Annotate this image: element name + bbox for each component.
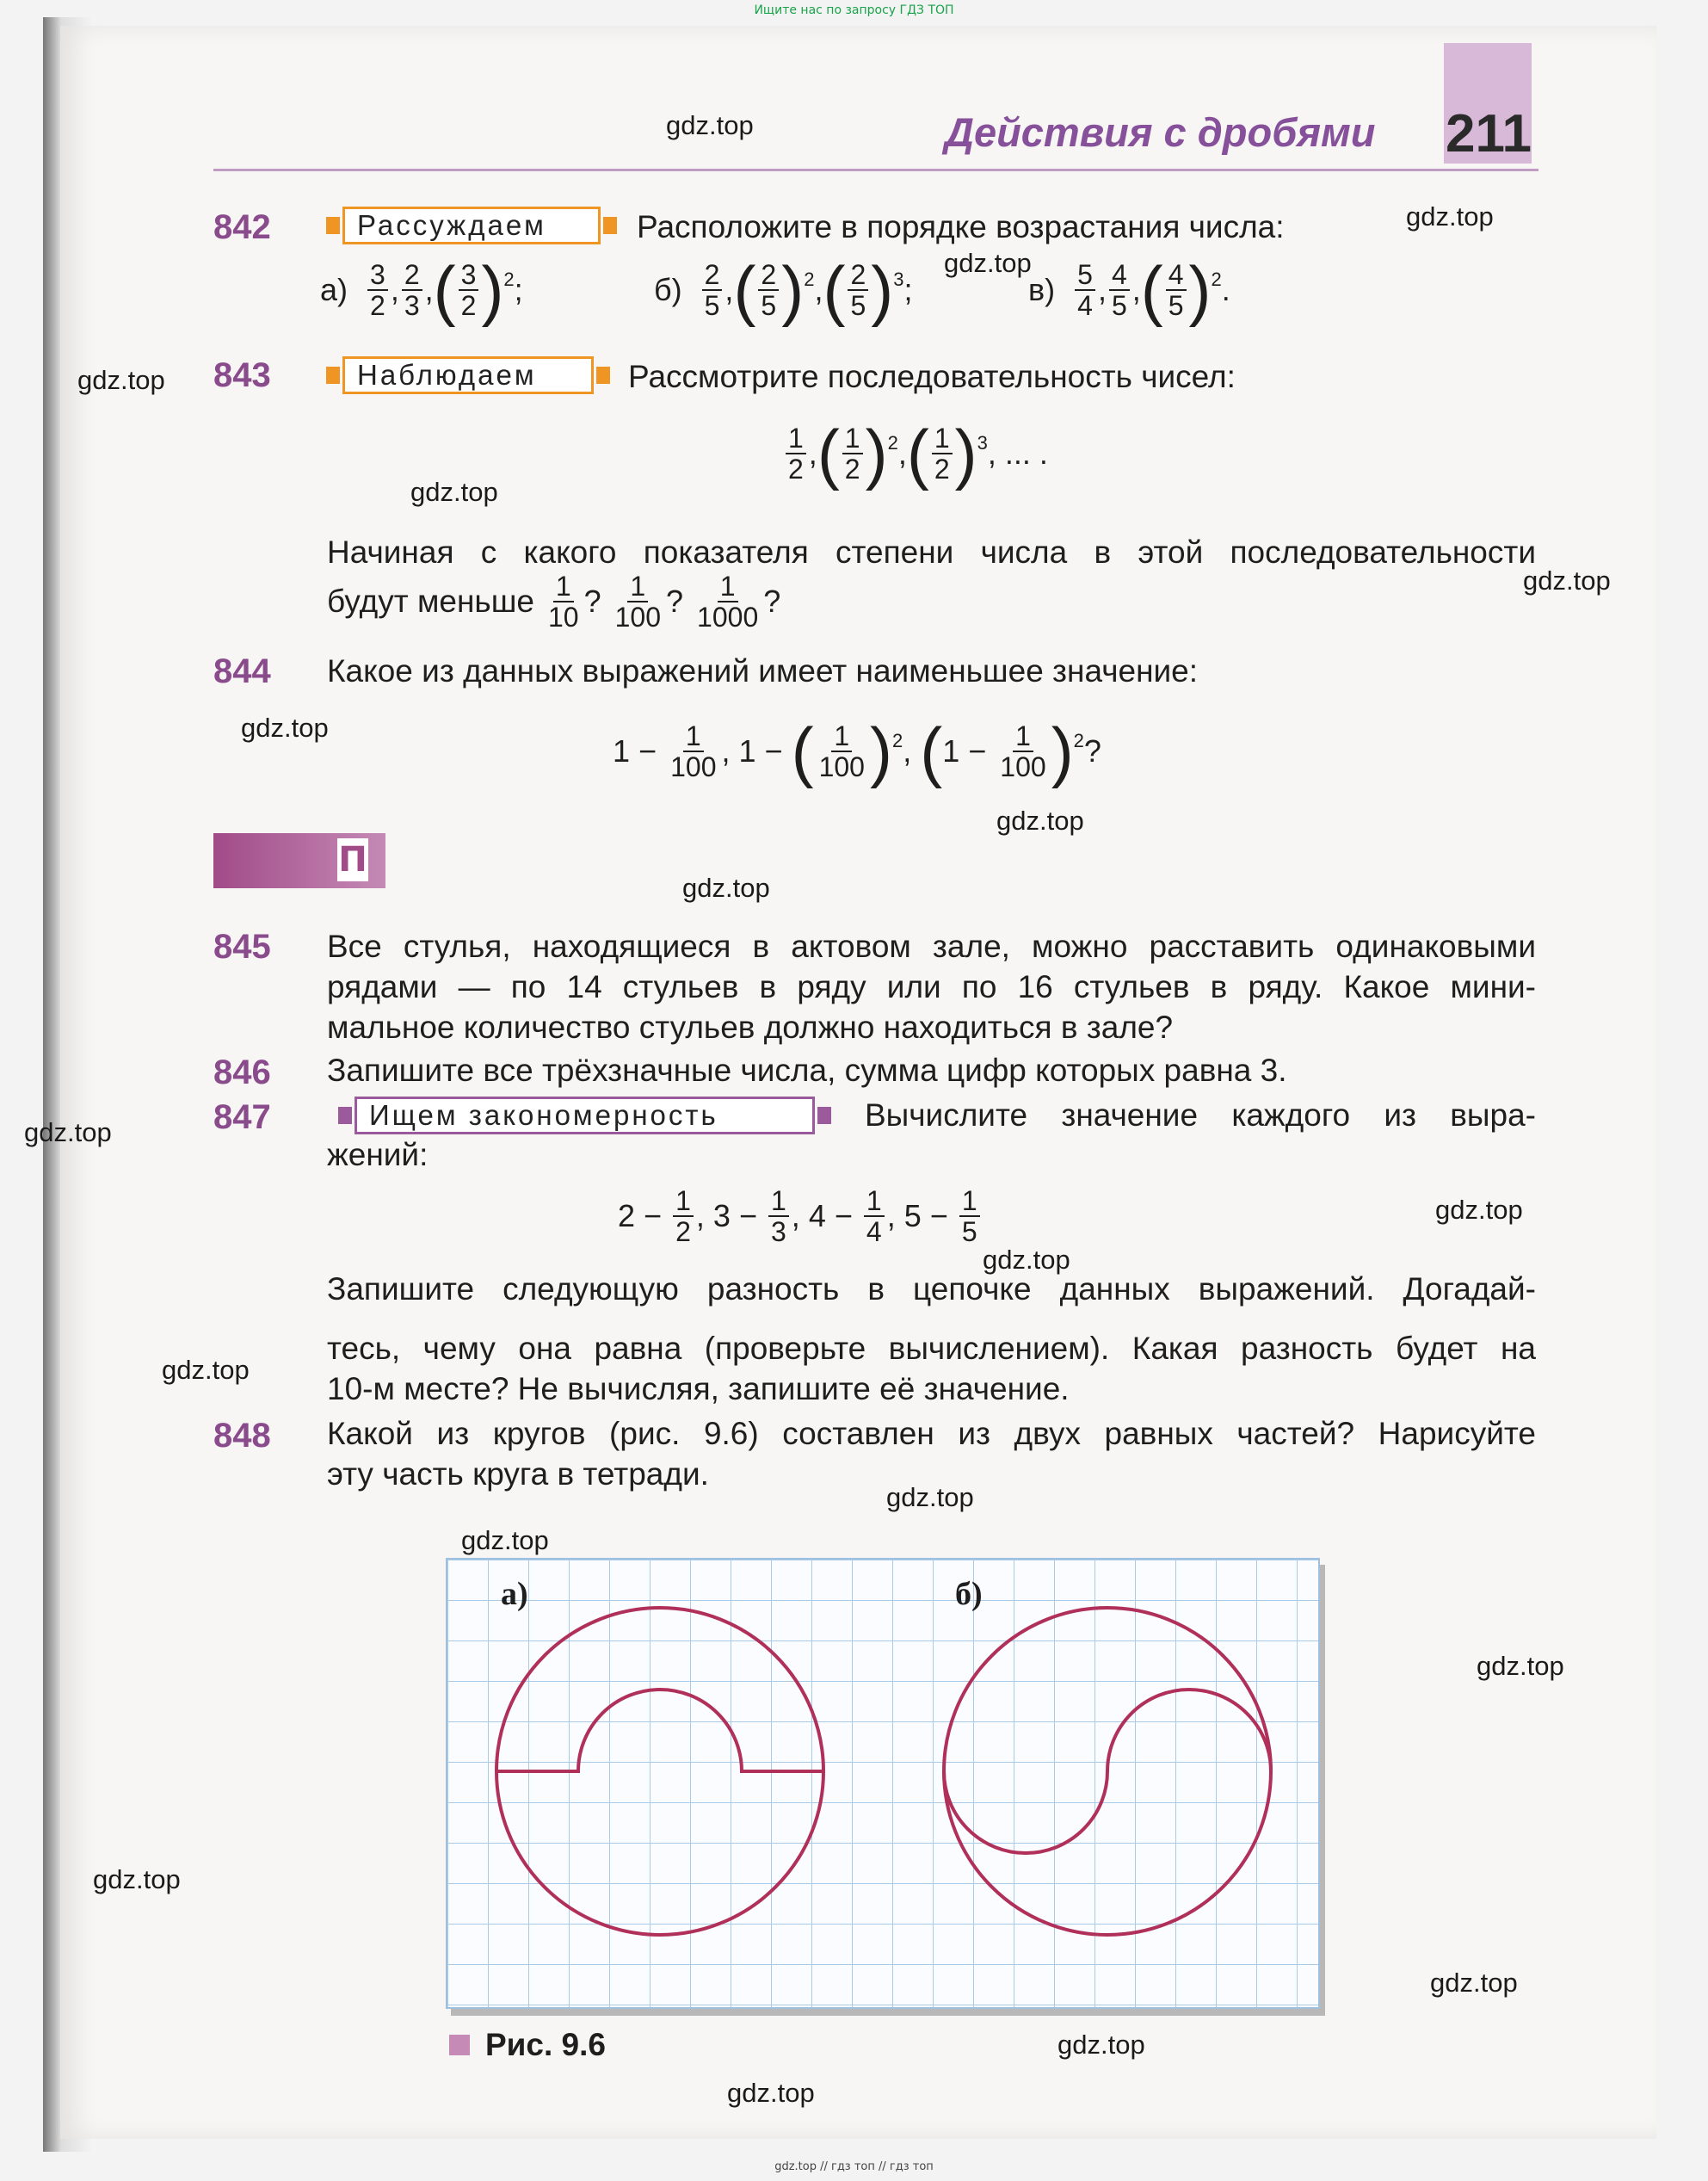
fraction: $\frac{2}{5}$ (702, 260, 723, 320)
label-reasoning (342, 207, 601, 244)
watermark: gdz.top (1523, 565, 1611, 596)
label-reasoning-text: Рассуждаем (357, 209, 546, 241)
watermark: gdz.top (1057, 2030, 1145, 2060)
chapter-title: Действия с дробями (945, 109, 1376, 155)
problem-843-sequence: $\frac{1}{2}$ , ( $\frac{1}{2}$ ) $^2$ , ( $\frac{1}{2}$ ) $^3$ , ... . (783, 423, 1048, 484)
figure-caption (449, 2027, 606, 2063)
watermark: gdz.top (1406, 201, 1494, 232)
watermark: gdz.top (77, 365, 165, 395)
fraction: $\frac{2}{3}$ (402, 260, 422, 320)
problem-842-c: в) $\frac{5}{4}$ , $\frac{4}{5}$ , ( $\frac{4}{5}$ ) $^2$ . (1028, 252, 1230, 328)
watermark: gdz.top (1430, 1968, 1518, 1998)
page-number: 211 (1446, 104, 1532, 164)
item-a-label: а) (320, 272, 348, 307)
section-letter: П (338, 840, 367, 880)
problem-843-number: 843 (213, 356, 271, 394)
fraction: $\frac{1}{100}$ (1000, 720, 1046, 782)
problem-847-followup: Запишите следующую разность в цепочке данных выражений. Догадай- тесь, чему она равна (проверьте вычислением). Какая разность будет на 10-м месте? Не вычисляя, запишите её значение. (327, 1271, 1536, 1406)
caption-marker (449, 2035, 470, 2055)
problem-842-text: Расположите в порядке возрастания числа: (637, 209, 1285, 244)
watermark: gdz.top (162, 1355, 250, 1385)
problem-847-text: Вычислите значение каждого из выра- (865, 1097, 1536, 1133)
item-b-label: б) (654, 272, 682, 307)
fraction: $\frac{1}{2}$ (842, 423, 863, 484)
watermark: gdz.top (410, 477, 498, 507)
problem-844-expressions: 1 − $\frac{1}{100}$ , 1 − ( $\frac{1}{100}$ ) $^2$ , ( 1 − $\frac{1}{100}$ ) $^2$ ? (613, 714, 1101, 789)
fraction: $\frac{1}{3}$ (768, 1186, 789, 1246)
fraction: $\frac{2}{5}$ (848, 260, 868, 320)
problem-848-text: Какой из кругов (рис. 9.6) составлен из двух равных частей? Нарисуйте эту часть круга в тетради. (327, 1416, 1536, 1492)
problem-846-number: 846 (213, 1053, 271, 1091)
caption-text: Рис. 9.6 (485, 2027, 606, 2062)
problem-842-a: а) $\frac{3}{2}$ , $\frac{2}{3}$ , ( $\frac{3}{2}$ ) $^2$ ; (320, 252, 523, 328)
problem-847-text-2: жений: (327, 1137, 429, 1172)
fraction: $\frac{5}{4}$ (1075, 260, 1095, 320)
label-observing (342, 356, 594, 394)
fraction: $\frac{1}{100}$ (614, 571, 661, 633)
top-note: Ищите нас по запросу ГДЗ ТОП (754, 3, 954, 17)
fraction: $\frac{1}{2}$ (932, 423, 953, 484)
watermark: gdz.top (93, 1864, 181, 1894)
watermark: gdz.top (24, 1117, 112, 1147)
watermark: gdz.top (461, 1525, 549, 1555)
watermark: gdz.top (727, 2078, 815, 2108)
circle-b (944, 1608, 1271, 1935)
fraction: $\frac{1}{1000}$ (697, 571, 759, 633)
problem-845-number: 845 (213, 928, 271, 966)
problem-845-text: Все стулья, находящиеся в актовом зале, можно расставить одинаковыми рядами — по 14 стульев в ряду или по 16 стульев в ряду. Какое мини- мальное количество стульев должно находиться в зале? (327, 929, 1536, 1045)
fraction: $\frac{1}{4}$ (864, 1186, 885, 1246)
figure-label-a: а) (501, 1576, 528, 1612)
fraction: $\frac{3}{2}$ (459, 260, 479, 320)
circle-a (496, 1608, 823, 1935)
fraction: $\frac{1}{2}$ (673, 1186, 694, 1246)
fraction: $\frac{4}{5}$ (1166, 260, 1187, 320)
fraction: $\frac{3}{2}$ (367, 260, 388, 320)
watermark: gdz.top (682, 873, 770, 903)
label-observing-text: Наблюдаем (357, 359, 537, 391)
fraction: $\frac{1}{10}$ (547, 571, 579, 633)
problem-842-number: 842 (213, 208, 271, 246)
item-c-label: в) (1028, 272, 1056, 307)
problem-843-question-2: будут меньше $\frac{1}{10}$ ? $\frac{1}{100}$ ? $\frac{1}{1000}$ ? (327, 571, 781, 633)
problem-848-number: 848 (213, 1417, 271, 1455)
watermark: gdz.top (1477, 1651, 1564, 1681)
problem-847-expressions: 2 − $\frac{1}{2}$ , 3 − $\frac{1}{3}$ , 4 − $\frac{1}{4}$ , 5 − $\frac{1}{5}$ (618, 1186, 983, 1246)
fraction: $\frac{1}{2}$ (786, 423, 806, 484)
label-pattern-text: Ищем закономерность (369, 1099, 718, 1131)
header-rule (213, 169, 1538, 171)
problem-843-text: Рассмотрите последовательность чисел: (628, 359, 1236, 394)
problem-842-b: б) $\frac{2}{5}$ , ( $\frac{2}{5}$ ) $^2$ , ( $\frac{2}{5}$ ) $^3$ ; (654, 252, 913, 328)
watermark: gdz.top (666, 110, 754, 140)
problem-844-text: Какое из данных выражений имеет наименьшее значение: (327, 653, 1199, 689)
watermark: gdz.top (996, 806, 1084, 836)
figure-label-b: б) (955, 1576, 983, 1612)
watermark: gdz.top (1435, 1195, 1523, 1225)
figure-9-6 (446, 1558, 1320, 2009)
problem-847-number: 847 (213, 1098, 271, 1136)
watermark: gdz.top (241, 713, 329, 743)
watermark: gdz.top (886, 1482, 974, 1512)
section-marker (213, 833, 385, 888)
circle-a-divider (496, 1690, 823, 1771)
label-pattern (355, 1097, 815, 1134)
watermark: gdz.top (944, 248, 1032, 278)
problem-843-question: Начиная с какого показателя степени числа в этой последовательности (327, 534, 1536, 570)
fraction: $\frac{2}{5}$ (758, 260, 779, 320)
problem-846-text: Запишите все трёхзначные числа, сумма цифр которых равна 3. (327, 1053, 1287, 1088)
fraction: $\frac{1}{100}$ (670, 720, 717, 782)
circle-b-divider (944, 1690, 1271, 1853)
bottom-note: gdz.top // гдз топ // гдз топ (774, 2160, 934, 2173)
problem-844-number: 844 (213, 652, 271, 690)
fraction: $\frac{4}{5}$ (1109, 260, 1130, 320)
fraction: $\frac{1}{100}$ (818, 720, 865, 782)
watermark: gdz.top (983, 1245, 1070, 1275)
fraction: $\frac{1}{5}$ (959, 1186, 980, 1246)
figure-circles (447, 1560, 1318, 2007)
